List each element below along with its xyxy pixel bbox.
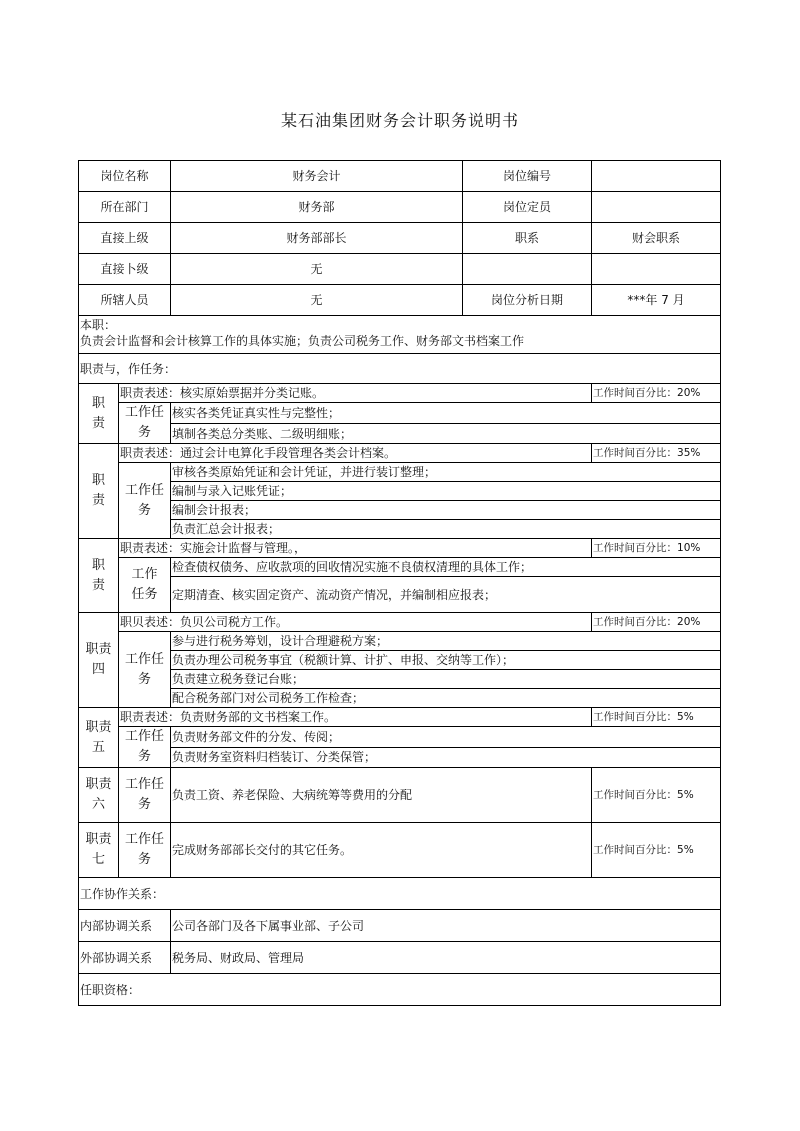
task-row [79, 482, 721, 501]
duty-row [79, 768, 721, 823]
task-item: 核实各类凭证真实性与完整性； [171, 403, 721, 424]
external-relation-label: 外部协调关系 [79, 942, 171, 974]
field-value: 财务部 [171, 192, 463, 223]
task-item: 负责汇总会计报表； [171, 520, 721, 539]
field-label: 岗位定员 [463, 192, 592, 223]
task-row [79, 747, 721, 768]
duty-desc-row [79, 444, 721, 463]
task-item: 定期清查、核实固定资产、流动资产情况，并编制相应报表； [171, 577, 721, 613]
task-item: 编制会计报表； [171, 501, 721, 520]
task-item: 完成财务部部长交付的其它任务。 [171, 823, 592, 878]
cooperation-header-row [79, 878, 721, 910]
task-row [79, 689, 721, 708]
field-label: 岗位编号 [463, 161, 592, 192]
duty-time-percent: 工作时间百分比：20% [592, 613, 721, 632]
duty-desc-row [79, 708, 721, 727]
field-label: 岗位名称 [79, 161, 171, 192]
qualification-label: 任职资格： [79, 974, 721, 1006]
field-label: 所辖人员 [79, 285, 171, 316]
duty-label: 职责 七 [79, 823, 119, 878]
task-row [79, 424, 721, 444]
internal-relation-label: 内部协调关系 [79, 910, 171, 942]
task-row [79, 577, 721, 613]
field-value: 财务部部长 [171, 223, 463, 254]
header-row [79, 223, 721, 254]
task-row [79, 403, 721, 424]
task-item: 填制各类总分类账、二级明细账； [171, 424, 721, 444]
field-label: 职系 [463, 223, 592, 254]
task-row [79, 651, 721, 670]
task-item: 配合税务部门对公司税务工作检查； [171, 689, 721, 708]
task-row [79, 670, 721, 689]
task-row [79, 558, 721, 577]
field-value: 无 [171, 254, 463, 285]
duty-time-percent: 工作时间百分比：10% [592, 539, 721, 558]
duty-label: 职责 四 [79, 613, 119, 708]
duty-time-percent: 工作时间百分比：5% [592, 823, 721, 878]
duty-desc-row [79, 384, 721, 403]
document-title: 某石油集团财务会计职务说明书 [280, 111, 519, 130]
duty-label: 职 责 [79, 384, 119, 444]
benzhi-cell [79, 316, 721, 354]
duty-time-percent: 工作时间百分比：35% [592, 444, 721, 463]
external-relation-value: 税务局、财政局、管理局 [171, 942, 721, 974]
task-item: 参与进行税务筹划，设计合理避税方案； [171, 632, 721, 651]
duty-time-percent: 工作时间百分比：20% [592, 384, 721, 403]
task-item: 负责财务室资料归档装订、分类保管； [171, 747, 721, 768]
task-item: 检查债权债务、应收款项的回收情况实施不良债权清理的具体工作； [171, 558, 721, 577]
task-label: 工作任 务 [119, 823, 171, 878]
task-label: 工作 任务 [119, 558, 171, 613]
duty-label: 职责五 [79, 708, 119, 768]
field-value: 无 [171, 285, 463, 316]
header-row [79, 285, 721, 316]
benzhi-row [79, 316, 721, 354]
field-value [592, 161, 721, 192]
task-item: 编制与录入记账凭证； [171, 482, 721, 501]
task-label: 工作任 务 [119, 768, 171, 823]
duty-label: 职 责 [79, 444, 119, 539]
duty-time-percent: 工作时间百分比：5% [592, 768, 721, 823]
field-label: 直接上级 [79, 223, 171, 254]
duty-description: 职贝表述：负贝公司税方工作。 [119, 613, 592, 632]
field-label: 所在部门 [79, 192, 171, 223]
task-label: 工作任 务 [119, 632, 171, 708]
benzhi-text: 负责会计监督和会计核算工作的具体实施；负责公司税务工作、财务部文书档案工作 [80, 334, 525, 348]
benzhi-label: 本职： [80, 318, 117, 332]
task-item: 负责办理公司税务事宜（税额计算、计扩、申报、交纳等工作）； [171, 651, 721, 670]
duty-description: 职责表述：通过会计电算化手段管理各类会计档案。 [119, 444, 592, 463]
duty-description: 职责表述：负责财务部的文书档案工作。 [119, 708, 592, 727]
task-item: 负责建立税务登记台账； [171, 670, 721, 689]
duty-time-percent: 工作时间百分比：5% [592, 708, 721, 727]
duty-label: 职 责 [79, 539, 119, 613]
internal-relation-row [79, 910, 721, 942]
duty-desc-row [79, 613, 721, 632]
field-value [592, 192, 721, 223]
duty-description: 职责表述：实施会计监督与管理。， [119, 539, 592, 558]
task-row [79, 501, 721, 520]
field-label: 岗位分析日期 [463, 285, 592, 316]
duty-description: 职责表述：核实原始票据并分类记账。 [119, 384, 592, 403]
qualification-row [79, 974, 721, 1006]
internal-relation-value: 公司各部门及各下属事业部、子公司 [171, 910, 721, 942]
header-row [79, 192, 721, 223]
header-row [79, 161, 721, 192]
duty-label: 职责 六 [79, 768, 119, 823]
task-item: 负责工资、养老保险、大病统筹等费用的分配 [171, 768, 592, 823]
field-value: ***年 7 月 [592, 285, 721, 316]
header-row [79, 254, 721, 285]
field-value: 财务会计 [171, 161, 463, 192]
duties-header: 职责与，作任务： [79, 354, 721, 384]
external-relation-row [79, 942, 721, 974]
field-label [463, 254, 592, 285]
task-row [79, 520, 721, 539]
task-item: 负责财务部文件的分发、传阅； [171, 727, 721, 748]
field-value: 财会职系 [592, 223, 721, 254]
field-label: 直接卜级 [79, 254, 171, 285]
task-row [79, 632, 721, 651]
job-description-table [78, 160, 721, 1006]
duties-header-row [79, 354, 721, 384]
task-label: 工作任 务 [119, 403, 171, 444]
task-row [79, 727, 721, 748]
task-item: 审核各类原始凭证和会计凭证，并进行装订整理； [171, 463, 721, 482]
task-label: 工作任 务 [119, 727, 171, 768]
duty-desc-row [79, 539, 721, 558]
task-row [79, 463, 721, 482]
field-value [592, 254, 721, 285]
task-label: 工作任 务 [119, 463, 171, 539]
duty-row [79, 823, 721, 878]
cooperation-label: 工作协作关系： [79, 878, 721, 910]
